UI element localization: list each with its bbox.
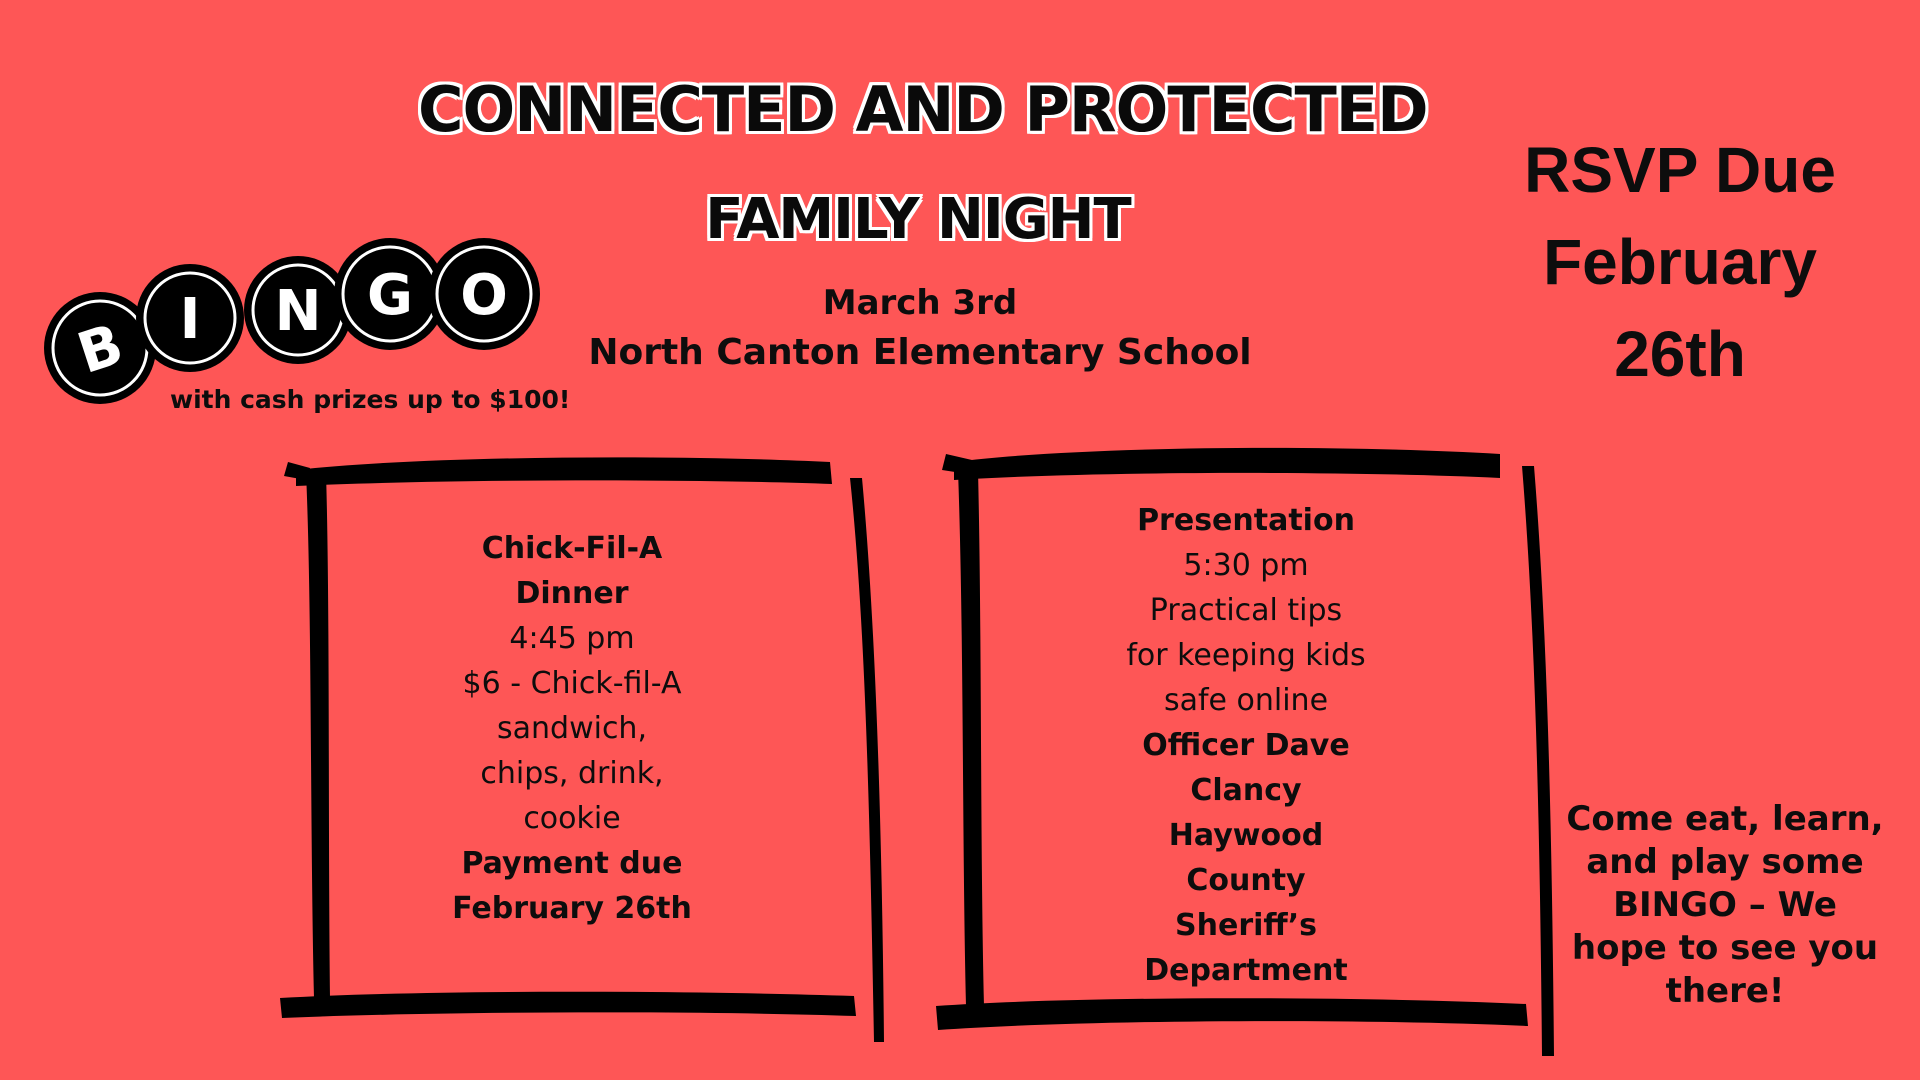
presenter-org: Sheriff’s	[1175, 908, 1317, 943]
presenter-org: Department	[1144, 953, 1348, 988]
dinner-time: 4:45 pm	[509, 621, 635, 656]
presentation-topic: Practical tips	[1149, 593, 1343, 628]
closing-message	[1560, 798, 1890, 1013]
dinner-menu: sandwich,	[497, 711, 647, 746]
dinner-price: $6 - Chick-fil-A	[462, 666, 682, 701]
event-title: CONNECTED AND PROTECTED	[418, 73, 1428, 146]
bingo-letter: O	[460, 263, 508, 328]
rsvp-line: 26th	[1614, 318, 1746, 390]
bingo-letter: N	[274, 279, 322, 344]
bingo-letter: B	[70, 311, 131, 387]
bingo-ball	[428, 238, 540, 350]
closing-line: hope to see you	[1571, 928, 1879, 968]
event-date: March 3rd	[822, 283, 1018, 323]
event-location: North Canton Elementary School	[588, 332, 1252, 373]
dinner-details	[372, 526, 772, 931]
closing-line: there!	[1665, 971, 1785, 1011]
presenter-org: Haywood	[1168, 818, 1324, 853]
dinner-title: Dinner	[515, 576, 629, 611]
presentation-details	[1046, 498, 1446, 993]
presenter-org: County	[1186, 863, 1306, 898]
presenter-name: Clancy	[1190, 773, 1302, 808]
dinner-payment: Payment due	[461, 846, 683, 881]
presentation-title: Presentation	[1137, 503, 1355, 538]
rsvp-line: February	[1543, 226, 1817, 298]
presentation-topic: for keeping kids	[1126, 638, 1366, 673]
closing-line: Come eat, learn,	[1566, 799, 1884, 839]
closing-line: BINGO – We	[1613, 885, 1837, 925]
bingo-letter: I	[179, 287, 201, 352]
presenter-name: Officer Dave	[1142, 728, 1350, 763]
bingo-ball	[244, 256, 352, 364]
rsvp-line: RSVP Due	[1524, 134, 1836, 206]
bingo-ball	[136, 264, 244, 372]
dinner-menu: chips, drink,	[480, 756, 664, 791]
dinner-menu: cookie	[523, 801, 621, 836]
presentation-time: 5:30 pm	[1183, 548, 1309, 583]
event-subtitle: FAMILY NIGHT	[705, 187, 1131, 252]
dinner-title: Chick-Fil-A	[481, 531, 663, 566]
rsvp-notice	[1480, 124, 1880, 400]
bingo-letter: G	[367, 263, 413, 328]
presentation-topic: safe online	[1163, 683, 1329, 718]
dinner-payment: February 26th	[452, 891, 692, 926]
closing-line: and play some	[1586, 842, 1864, 882]
bingo-prize-text: with cash prizes up to $100!	[170, 385, 571, 414]
